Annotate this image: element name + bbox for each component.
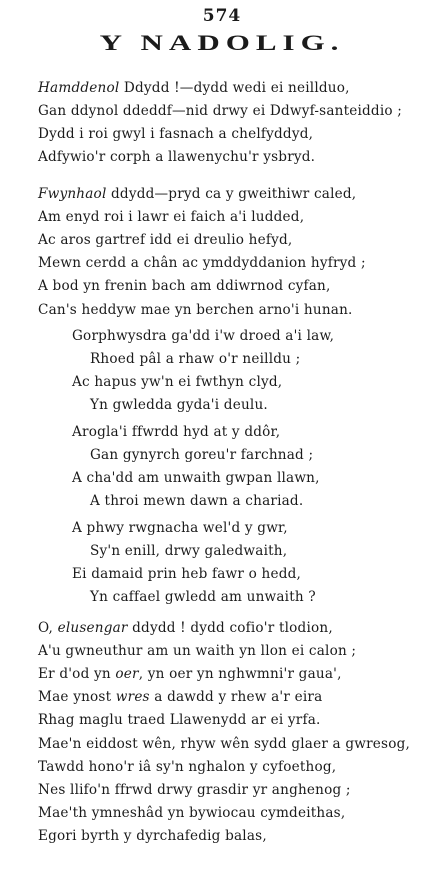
poem-line [38, 735, 411, 752]
poem-line [38, 804, 346, 821]
poem-line-text: Sy'n enill, drwy galedwaith, [90, 543, 288, 560]
poem-line-text: O, [38, 620, 58, 636]
poem-line [90, 449, 313, 463]
poem-line [38, 827, 267, 844]
poem-line [72, 568, 301, 582]
poem-line [38, 781, 351, 798]
poem-line [38, 758, 337, 775]
poem-line [38, 301, 353, 318]
poem-line [72, 522, 288, 536]
poem-line-text: a dawdd y rhew a'r eira [149, 689, 323, 706]
poem-line-text: Ac hapus yw'n ei fwthyn clyd, [72, 374, 283, 391]
poem-line-text: Rhoed pâl a rhaw o'r neilldu ; [90, 351, 301, 368]
poem-line [38, 128, 313, 142]
poem-line [72, 376, 282, 390]
poem-line-text: Egori byrth y dyrchafedig balas, [38, 827, 267, 844]
poem-line-text: Can's heddyw mae yn berchen arno'i hunan. [38, 301, 353, 318]
poem-line [38, 257, 366, 271]
poem-line-emphasis: elusengar [57, 620, 128, 636]
poem-line-text: Gan ddynol ddeddf—nid drwy ei Ddwyf-santeiddio ; [38, 103, 403, 120]
poem-line [38, 280, 331, 294]
poem-line-text: Mewn cerdd a chân ac ymddyddanion hyfryd ; [38, 255, 366, 272]
poem-line-text: Ddydd !—dydd wedi ei neillduo, [119, 80, 350, 96]
poem-line [90, 353, 300, 367]
poem-line-emphasis: Fwynhaol [38, 186, 107, 202]
poem-line-text: Arogla'i ffwrdd hyd at y ddôr, [72, 424, 281, 440]
poem-line [38, 151, 315, 165]
page-number: 574 [202, 6, 242, 26]
poem-line-text: Mae'th ymneshâd yn bywiocau cymdeithas, [38, 804, 346, 821]
poem-line [38, 211, 304, 225]
poem-line-text: Rhag maglu traed Llawenydd ar ei yrfa. [38, 712, 321, 729]
poem-line [38, 82, 350, 96]
poem-line-text: Yn caffael gwledd am unwaith ? [90, 589, 316, 606]
poem-line-text: A cha'dd am unwaith gwpan llawn, [72, 470, 320, 487]
poem-line-emphasis: Hamddenol [38, 80, 120, 96]
poem-line-text: A bod yn frenin bach am ddiwrnod cyfan, [38, 278, 331, 295]
poem-line [72, 426, 280, 440]
poem-line [38, 622, 333, 636]
poem-line-text: A throi mewn dawn a chariad. [90, 493, 304, 510]
poem-line [38, 188, 356, 202]
poem-line-text: Gorphwysdra ga'dd i'w droed a'i law, [72, 328, 335, 344]
poem-line-text: Mae ynost [38, 689, 116, 706]
poem-line [90, 495, 303, 509]
poem-line-text: Ei damaid prin heb fawr o hedd, [72, 566, 302, 583]
poem-line [38, 105, 402, 119]
poem-line-text: Tawdd hono'r iâ sy'n nghalon y cyfoethog, [38, 758, 337, 775]
poem-line-text: Yn gwledda gyda'i deulu. [90, 397, 268, 414]
poem-title: Y NADOLIG. [99, 30, 345, 56]
poem-line-text: Er d'od yn [38, 666, 116, 683]
poem-line-text: Gan gynyrch goreu'r farchnad ; [90, 447, 314, 464]
poem-line-text: Ac aros gartref idd ei dreulio hefyd, [38, 232, 293, 249]
poem-line [38, 691, 322, 705]
poem-line-text: A'u gwneuthur am un waith yn llon ei calon ; [38, 643, 357, 660]
poem-line-text: Dydd i roi gwyl i fasnach a chelfyddyd, [38, 126, 314, 143]
poem-line [38, 645, 356, 659]
poem-line [38, 234, 292, 248]
poem-line [38, 714, 321, 728]
poem-line [90, 591, 316, 605]
poem-line-emphasis: wres [115, 689, 150, 706]
poem-line [90, 545, 287, 559]
poem-line-text: ddydd—pryd ca y gweithiwr caled, [106, 186, 357, 202]
poem-line-text: , yn oer yn nghwmni'r gaua', [138, 666, 342, 683]
poem-line-text: Mae'n eiddost wên, rhyw wên sydd glaer a gwresog, [38, 735, 411, 752]
poem-line-text: Nes llifo'n ffrwd drwy grasdir yr anghenog ; [38, 781, 351, 798]
poem-line-text: ddydd ! dydd cofio'r tlodion, [127, 620, 333, 636]
poem-line-text: A phwy rwgnacha wel'd y gwr, [72, 520, 288, 536]
poem-line-text: Adfywio'r corph a llawenychu'r ysbryd. [38, 149, 316, 166]
poem-line [72, 472, 320, 486]
poem-line-emphasis: oer [115, 666, 139, 683]
poem-line [38, 668, 342, 682]
poem-line [72, 330, 334, 344]
poem-line-text: Am enyd roi i lawr ei faich a'i ludded, [38, 209, 305, 226]
poem-line [90, 399, 268, 413]
